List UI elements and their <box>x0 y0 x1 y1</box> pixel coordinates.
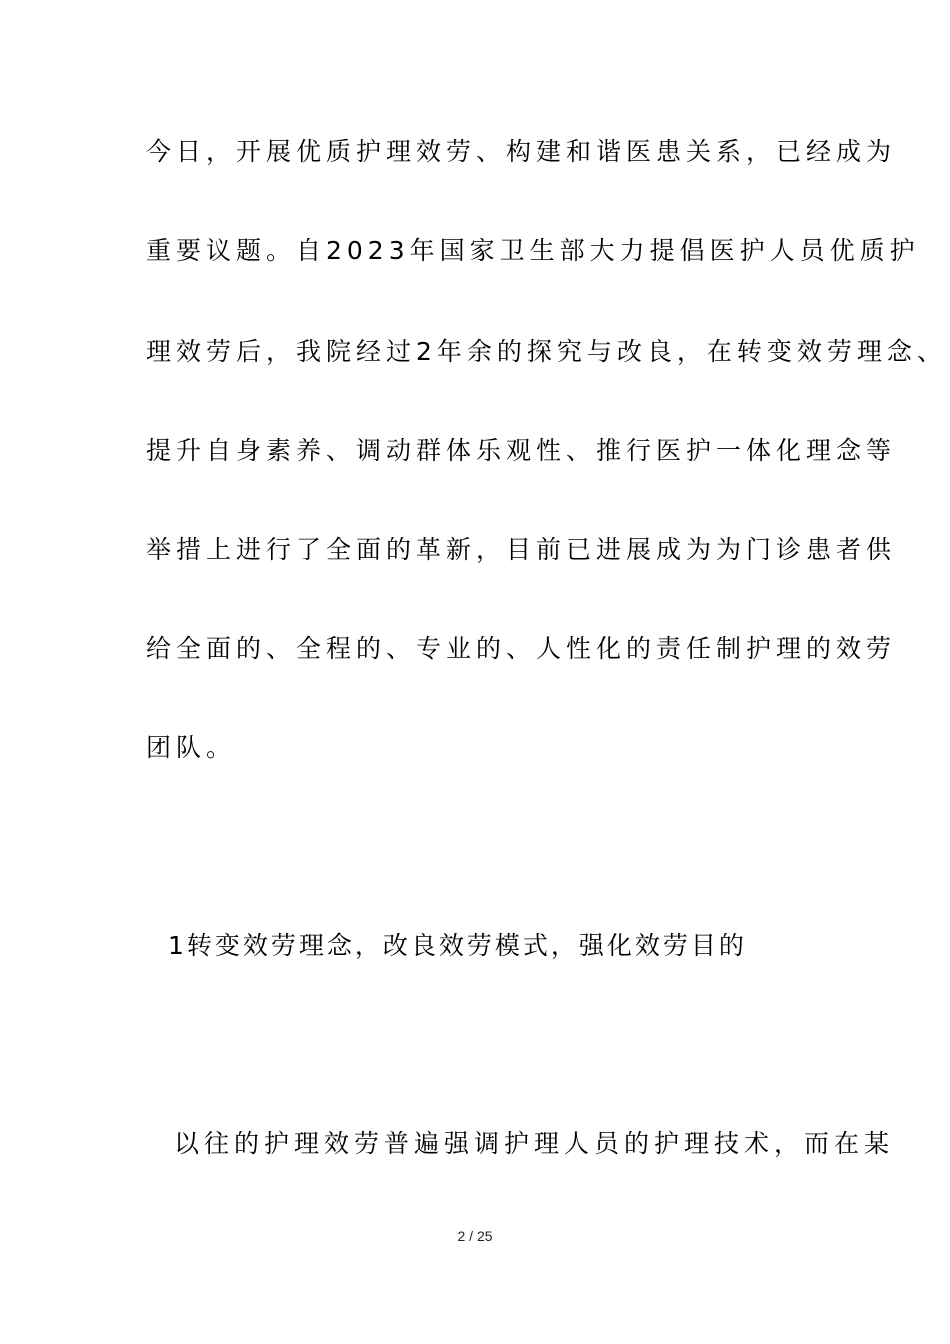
paragraph-line: 提升自身素养、调动群体乐观性、推行医护一体化理念等 <box>146 436 897 465</box>
paragraph-line: 理效劳后，我院经过2年余的探究与改良，在转变效劳理念、 <box>146 337 947 366</box>
paragraph-line: 重要议题。自2023年国家卫生部大力提倡医护人员优质护 <box>146 236 920 265</box>
paragraph-line: 举措上进行了全面的革新，目前已进展成为为门诊患者供 <box>146 535 897 564</box>
page-number: 2 / 25 <box>457 1228 493 1244</box>
paragraph-line: 以往的护理效劳普遍强调护理人员的护理技术，而在某 <box>174 1129 895 1158</box>
paragraph-line: 给全面的、全程的、专业的、人性化的责任制护理的效劳 <box>146 634 897 663</box>
section-heading: 1转变效劳理念，改良效劳模式，强化效劳目的 <box>168 931 747 960</box>
paragraph-line: 今日，开展优质护理效劳、构建和谐医患关系，已经成为 <box>146 137 897 166</box>
paragraph-line: 团队。 <box>146 733 237 762</box>
